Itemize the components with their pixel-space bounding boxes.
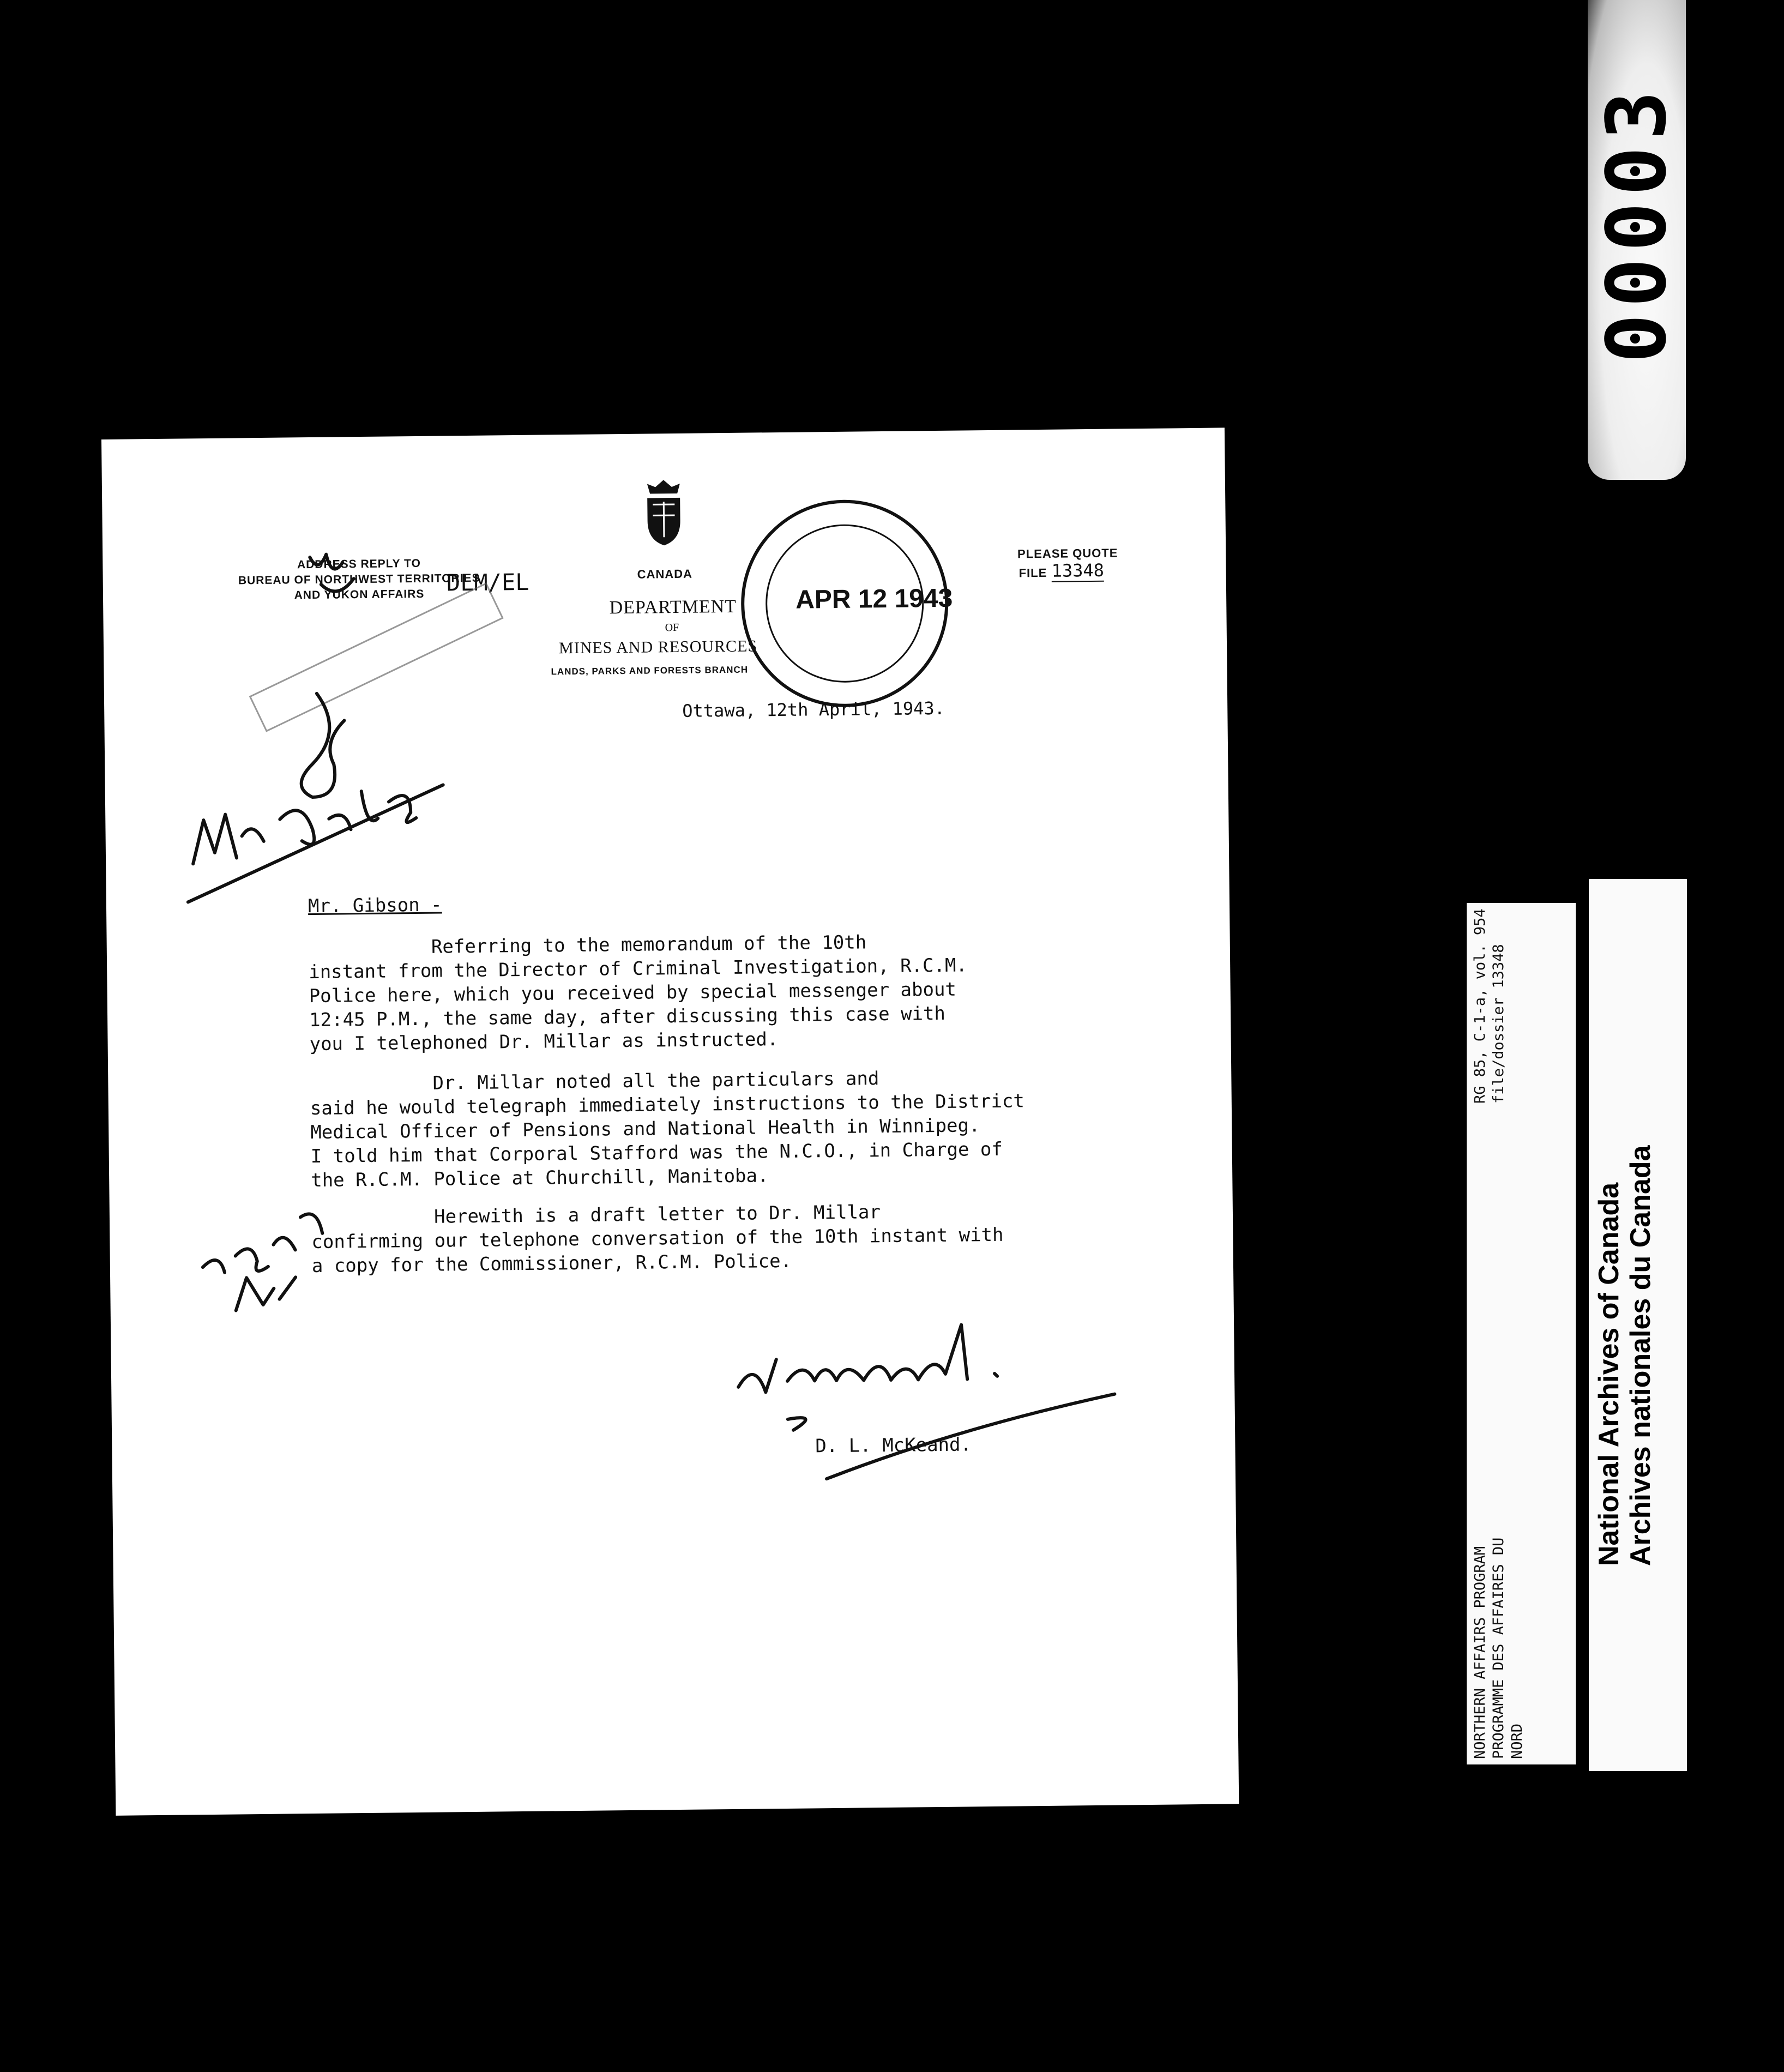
signature-name: D. L. McKeand. [815, 1433, 972, 1457]
handwritten-annotations [101, 427, 1239, 1815]
dateline: Ottawa, 12th April, 1943. [682, 697, 945, 721]
country-name: CANADA [637, 567, 693, 581]
program-block [1471, 1538, 1569, 1759]
ministry-name: MINES AND RESOURCES [558, 637, 758, 658]
paragraph-3: Herewith is a draft letter to Dr. Millar confirming our telephone conversation of the 10th instant with a copy for the Commissioner, R.C.M. Police. [311, 1201, 1004, 1278]
address-reply-line: AND YUKON AFFAIRS [294, 587, 425, 602]
please-quote-label: PLEASE QUOTE [1017, 546, 1118, 561]
address-reply-line: ADDRESS REPLY TO [297, 557, 421, 571]
reference-block [1471, 908, 1569, 1104]
file-label: FILE [1018, 565, 1047, 580]
reference-line: RG 85, C-1-a, vol. 954 [1472, 908, 1488, 1104]
letter-sheet [101, 427, 1239, 1815]
paragraph-2: Dr. Millar noted all the particulars and said he would telegraph immediately instructions to the District Medical Officer of Pensions and National Health in Winnipeg. I told him that Corporal Stafford was the N.C.O., in Charge of the R.C.M. Police at Churchill, Manitoba. [310, 1068, 1025, 1192]
program-line: NORD [1509, 1723, 1526, 1759]
program-line: PROGRAMME DES AFFAIRES DU [1490, 1537, 1507, 1759]
department-of: OF [665, 621, 679, 634]
address-reply-line: BUREAU OF NORTHWEST TERRITORIES [238, 571, 480, 587]
institution-name-fr: Archives nationales du Canada [1625, 1145, 1656, 1566]
department-label: DEPARTMENT [609, 596, 737, 618]
reference-line: file/dossier 13348 [1490, 944, 1507, 1104]
salutation: Mr. Gibson - [308, 894, 442, 918]
institution-name-en: National Archives of Canada [1593, 1182, 1625, 1566]
program-line: NORTHERN AFFAIRS PROGRAM [1472, 1546, 1488, 1759]
archive-reference-card [1467, 903, 1576, 1764]
major-mckeand-stamp [250, 583, 503, 731]
frame-number: 00003 [1589, 84, 1685, 363]
archive-institution-card [1589, 879, 1687, 1771]
branch-name: LANDS, PARKS AND FORESTS BRANCH [551, 664, 749, 677]
file-number: 13348 [1051, 559, 1105, 581]
stamp-date: APR 12 1943 [795, 583, 953, 615]
paragraph-1: Referring to the memorandum of the 10th instant from the Director of Criminal Investigation, R.C.M. Police here, which you received by special messenger about 12:45 P.M., the same day, after discussing this case with you I telephoned Dr. Millar as instructed. [308, 931, 968, 1056]
reference-code: DLM/EL [446, 568, 529, 597]
